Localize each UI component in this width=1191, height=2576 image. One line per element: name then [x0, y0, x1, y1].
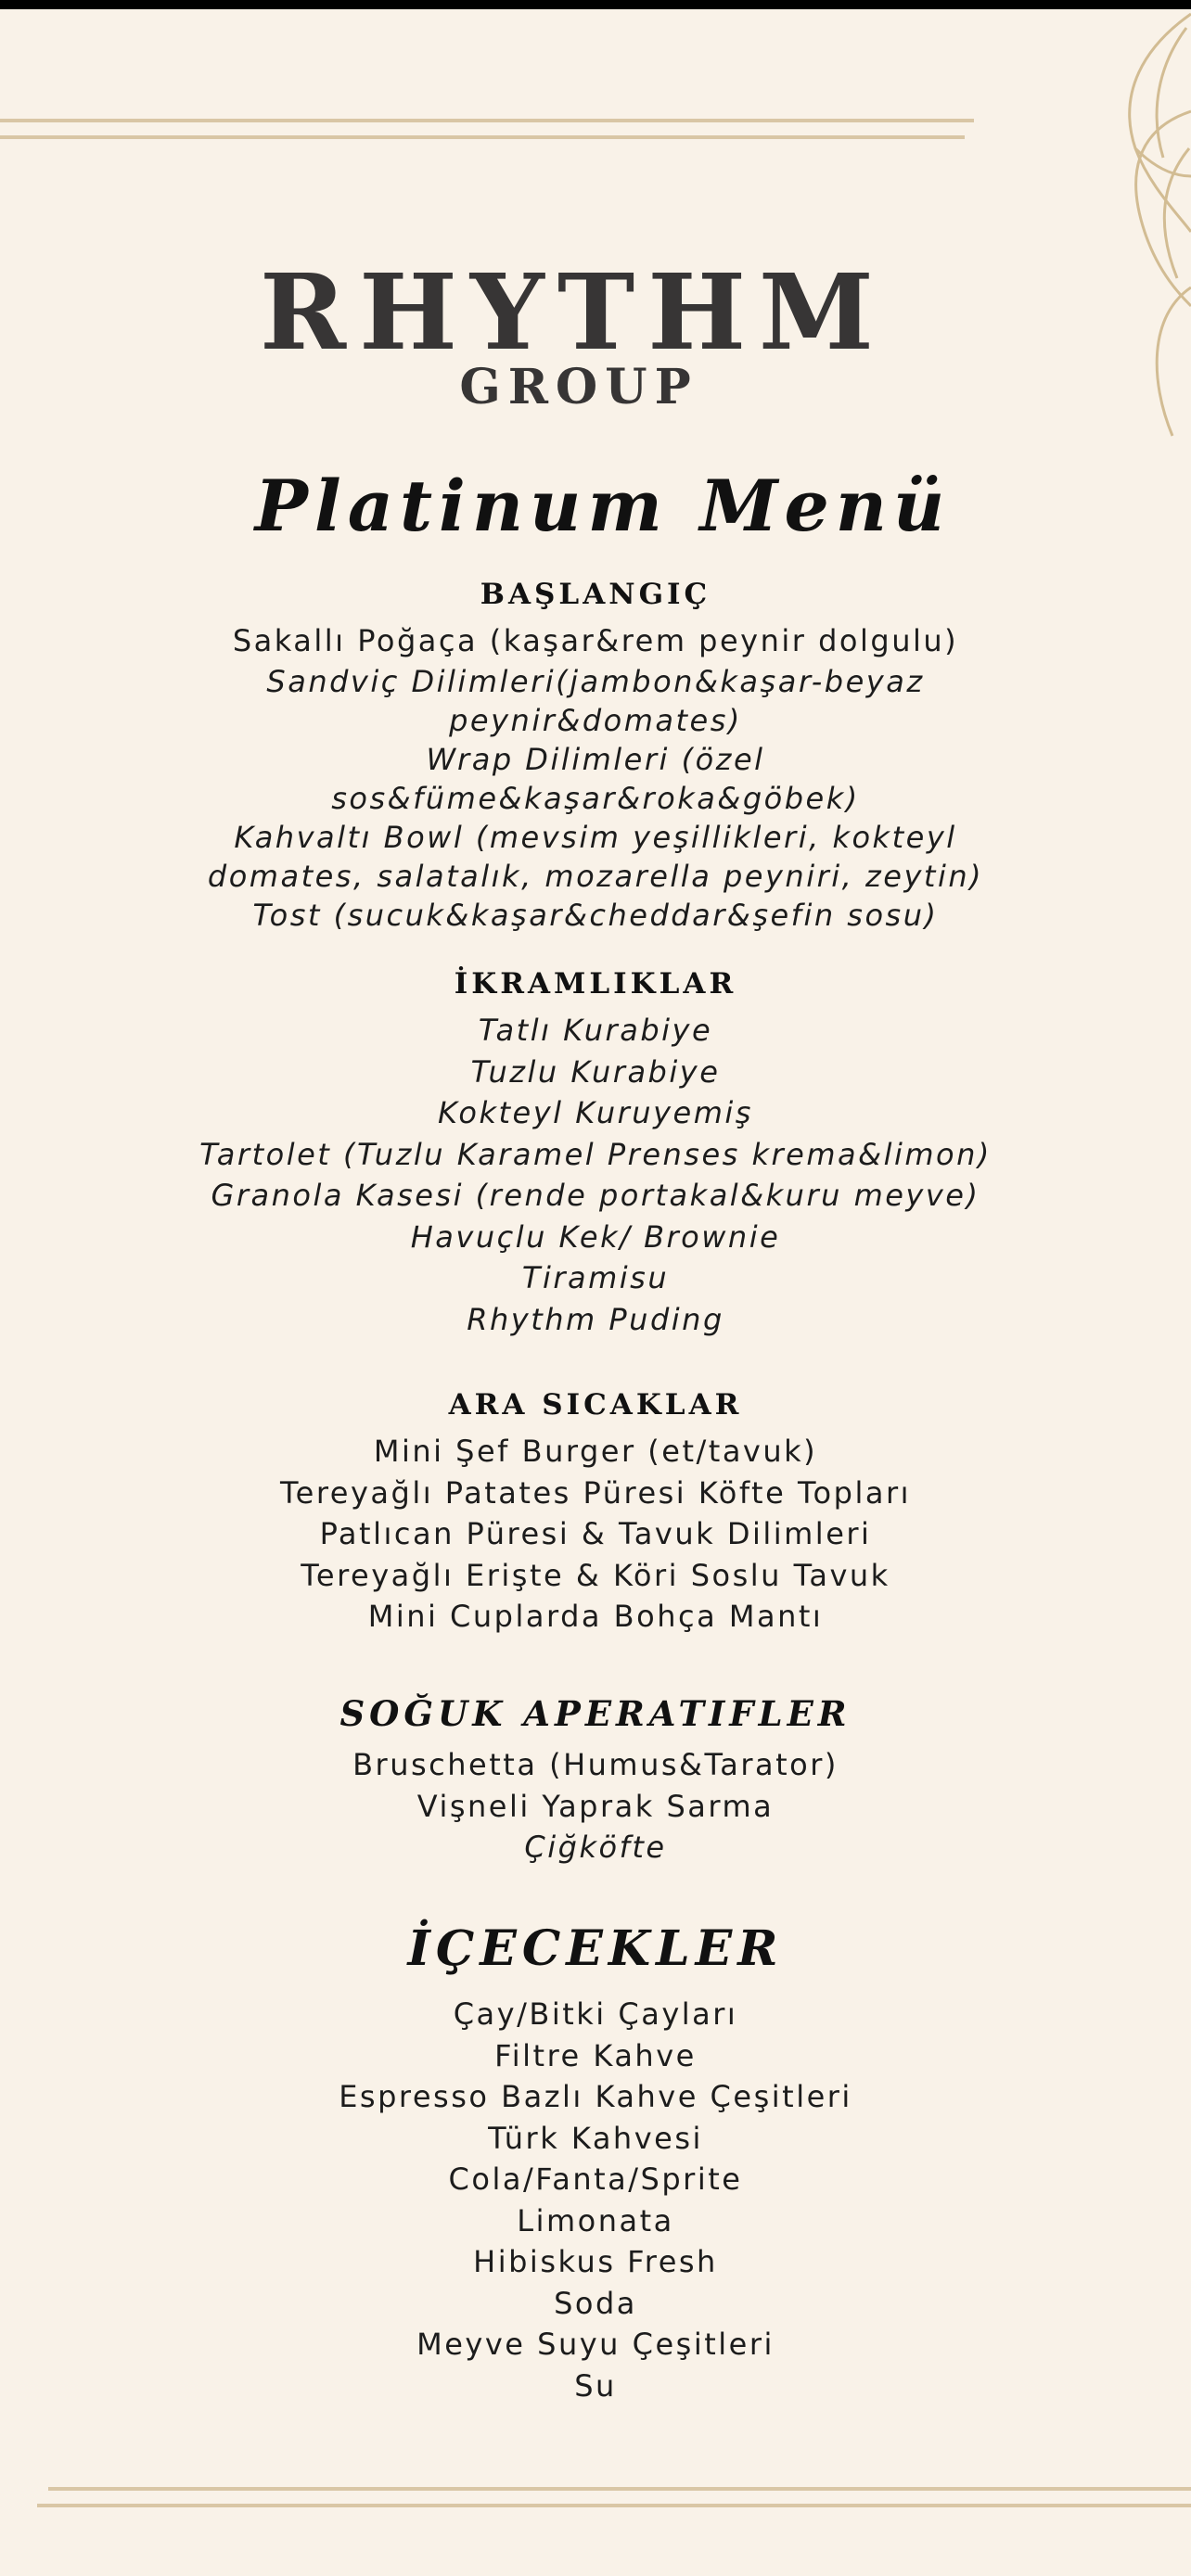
top-divider-line-2: [0, 135, 965, 139]
menu-item: Tartolet (Tuzlu Karamel Prenses krema&limon): [199, 1136, 992, 1172]
brand-subtitle: GROUP: [459, 359, 698, 415]
menu-item: Soda: [554, 2285, 637, 2321]
top-bar: [0, 0, 1191, 9]
menu-item: Hibiskus Fresh: [473, 2244, 718, 2279]
section-ikramliklar: [0, 967, 1191, 1340]
menu-item: Çiğköfte: [524, 1830, 667, 1865]
menu-item: Mini Şef Burger (et/tavuk): [373, 1434, 818, 1469]
section-heading: İÇECEKLER: [407, 1920, 784, 1977]
menu-item: Filtre Kahve: [494, 2037, 697, 2073]
menu-item: Türk Kahvesi: [488, 2120, 703, 2156]
menu-item: Vişneli Yaprak Sarma: [416, 1788, 775, 1824]
menu-item: Meyve Suyu Çeşitleri: [416, 2327, 775, 2362]
menu-item: Patlıcan Püresi & Tavuk Dilimleri: [319, 1516, 872, 1551]
bottom-divider-line-1: [48, 2487, 1191, 2491]
section-heading: İKRAMLIKLAR: [454, 967, 737, 1001]
menu-item: Limonata: [517, 2202, 674, 2238]
section-heading: BAŞLANGIÇ: [480, 578, 711, 611]
menu-item: Tereyağlı Patates Püresi Köfte Topları: [280, 1474, 911, 1511]
menu-item: Rhythm Puding: [467, 1301, 724, 1337]
section-heading: SOĞUK APERATIFLER: [339, 1693, 852, 1734]
menu-item: peynir&domates): [449, 702, 742, 738]
menu-item: Sakallı Poğaça (kaşar&rem peynir dolgulu): [232, 623, 959, 658]
menu-item: Tatlı Kurabiye: [478, 1013, 713, 1048]
menu-title: Platinum Menü: [254, 465, 952, 547]
menu-item: Sandviç Dilimleri(jambon&kaşar-beyaz: [266, 663, 925, 699]
menu-item: Tiramisu: [521, 1260, 670, 1295]
menu-item: Granola Kasesi (rende portakal&kuru meyve): [211, 1178, 980, 1213]
menu-item: domates, salatalık, mozarella peyniri, zeytin): [207, 858, 984, 894]
section-baslangic: [0, 580, 1191, 935]
section-icecekler: [0, 1920, 1191, 2406]
brand-name: RHYTHM: [260, 252, 887, 374]
menu-item: Tuzlu Kurabiye: [470, 1053, 721, 1090]
menu-item: Tost (sucuk&kaşar&cheddar&şefin sosu): [252, 897, 939, 933]
menu-item: Kahvaltı Bowl (mevsim yeşillikleri, kokteyl: [234, 819, 957, 855]
section-heading: ARA SICAKLAR: [448, 1388, 743, 1422]
menu-item: Tereyağlı Erişte & Köri Soslu Tavuk: [301, 1557, 890, 1593]
top-divider-line-1: [0, 119, 974, 122]
menu-item: Havuçlu Kek/ Brownie: [410, 1218, 781, 1255]
menu-item: Wrap Dilimleri (özel: [426, 741, 765, 777]
menu-item: Mini Cuplarda Bohça Mantı: [367, 1599, 824, 1634]
menu-item: Su: [574, 2367, 617, 2404]
menu-item: Çay/Bitki Çayları: [453, 1996, 738, 2032]
menu-item: Espresso Bazlı Kahve Çeşitleri: [339, 2079, 852, 2114]
section-soguk-aperatifler: [0, 1693, 1191, 1868]
menu-item: Kokteyl Kuruyemiş: [438, 1095, 753, 1130]
menu-item: Bruschetta (Humus&Tarator): [352, 1747, 839, 1782]
bottom-divider-line-2: [37, 2504, 1191, 2507]
section-ara-sicaklar: [0, 1388, 1191, 1638]
menu-item: sos&füme&kaşar&roka&göbek): [331, 780, 860, 816]
menu-item: Cola/Fanta/Sprite: [448, 2162, 743, 2197]
